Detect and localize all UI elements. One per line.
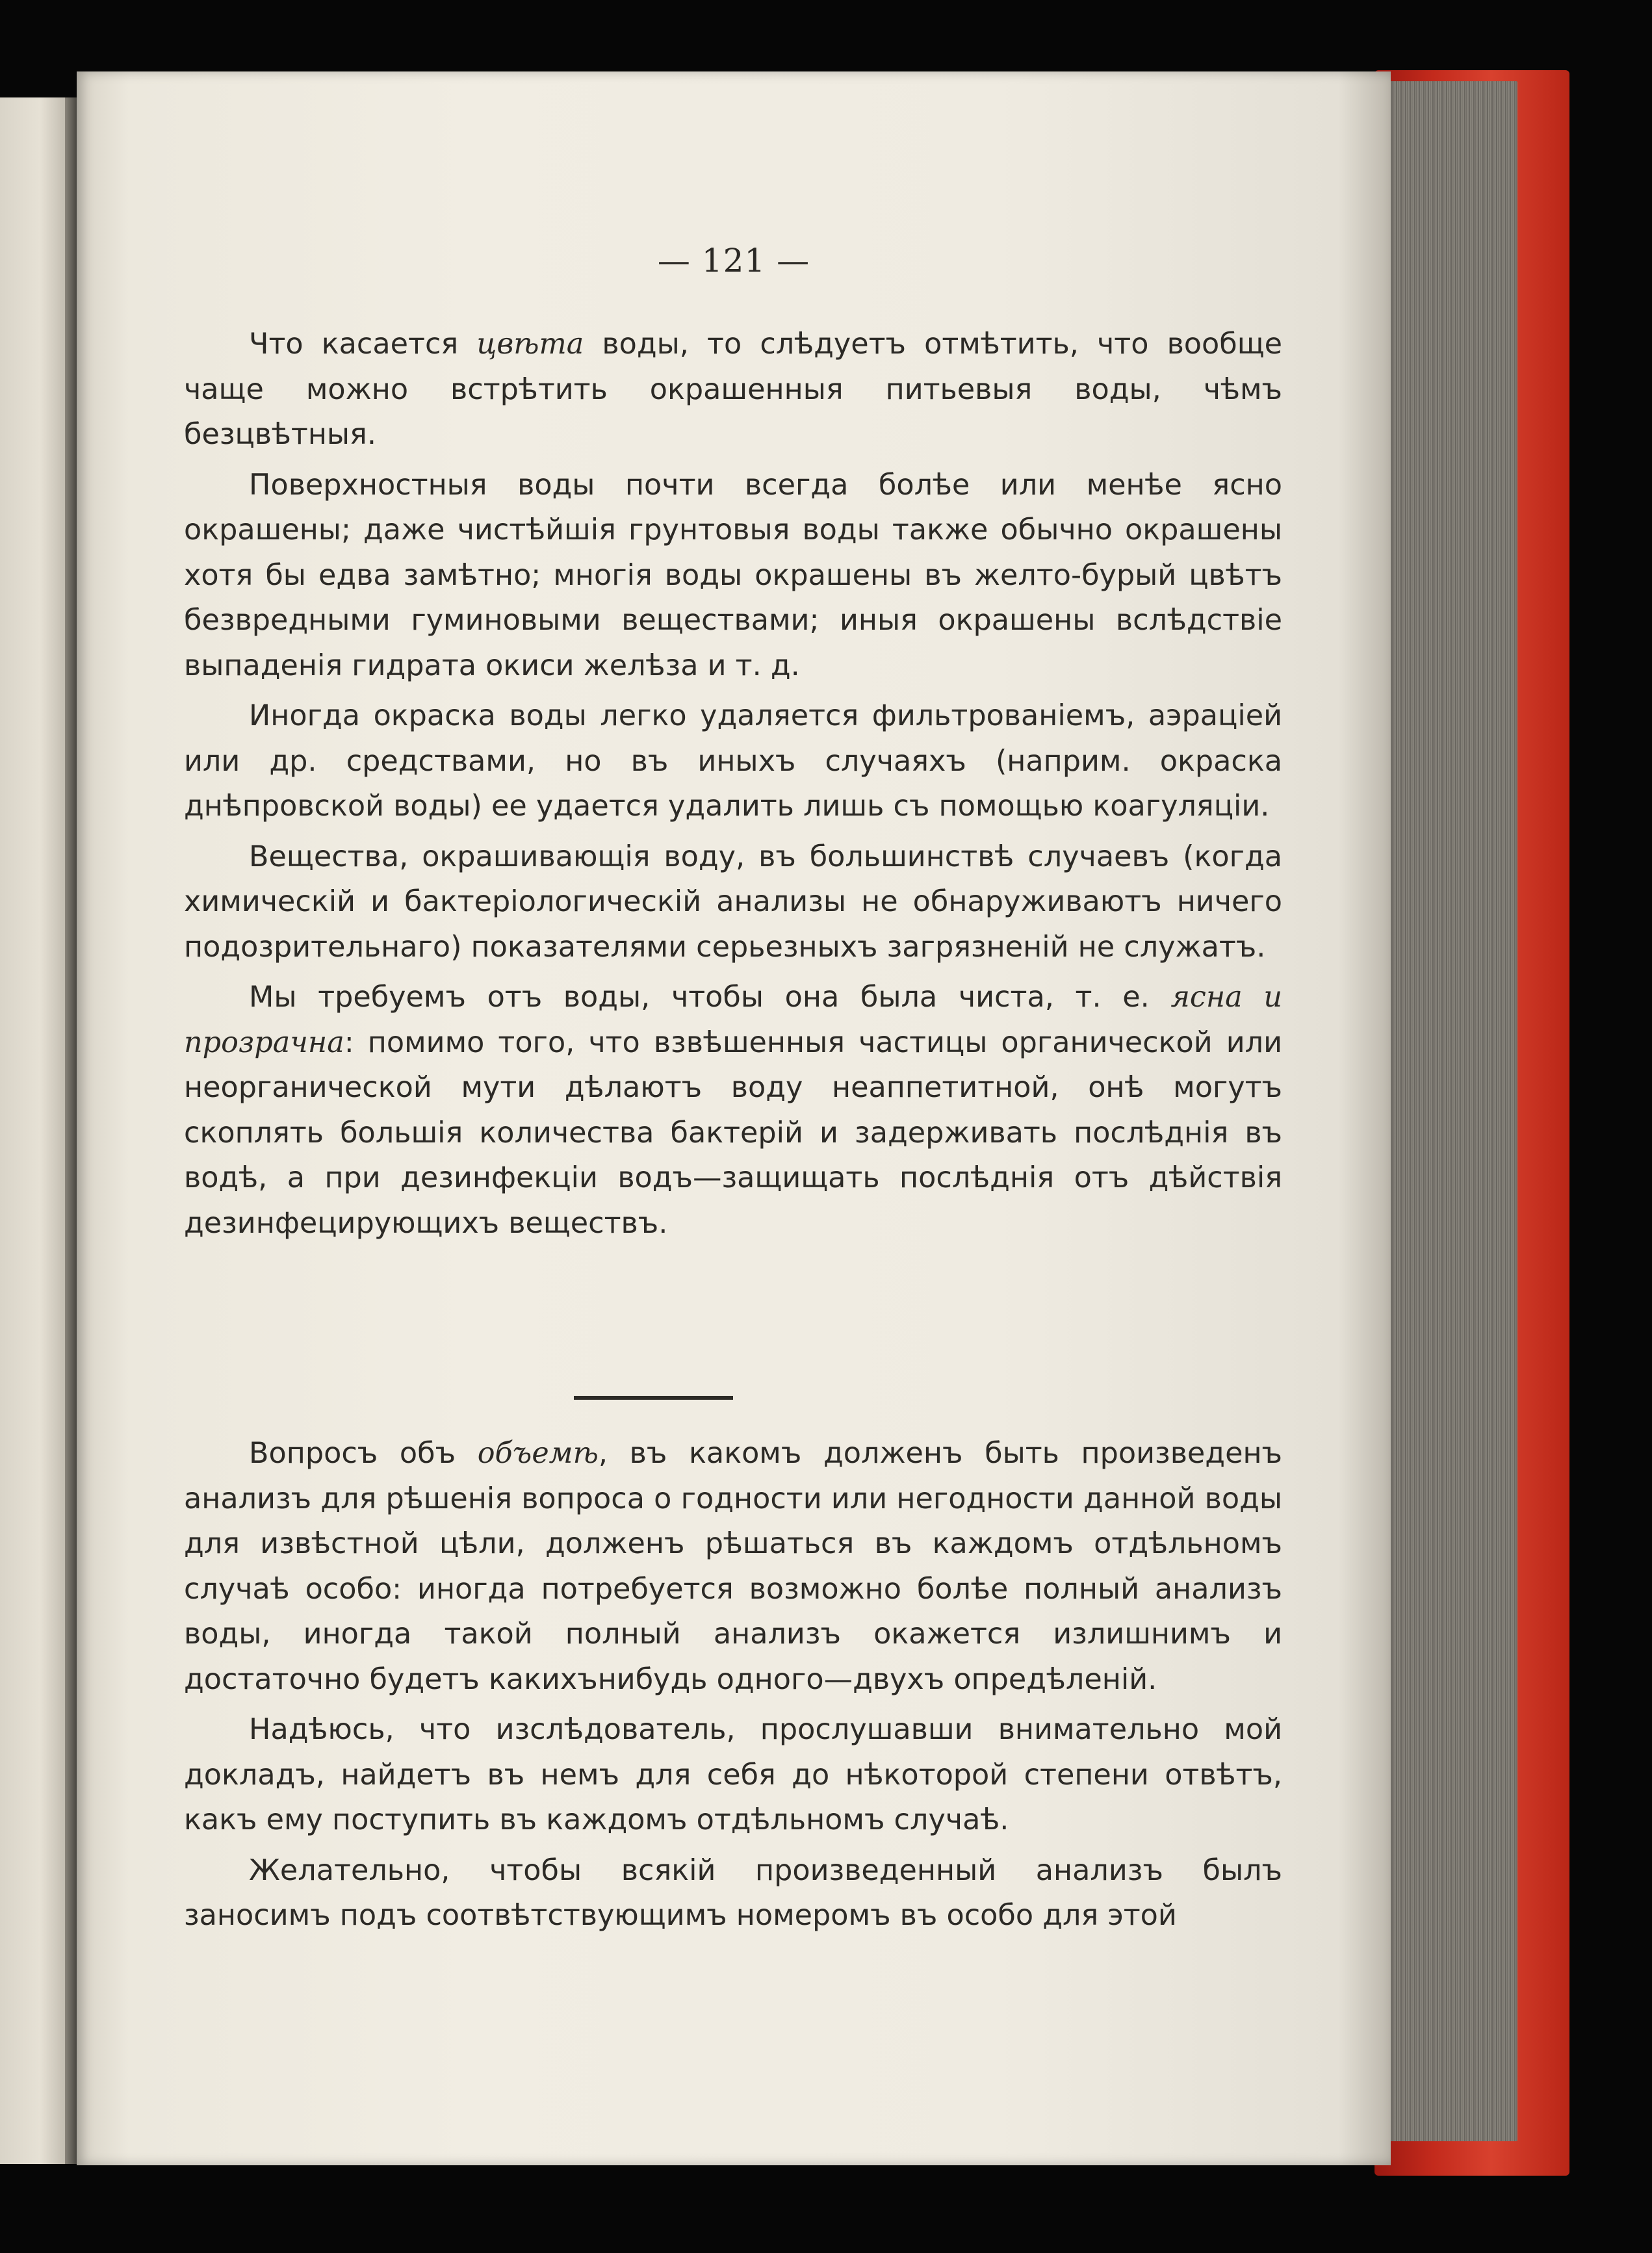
section-divider	[574, 1396, 733, 1400]
paragraph-colorants: Вещества, окрашивающія воду, въ большинствѣ случаевъ (когда химическій и бактеріологическій анализы не обнаруживаютъ ничего подозрительнаго) показателями серьезныхъ загрязненій не служатъ.	[184, 840, 1282, 964]
book-page	[77, 71, 1391, 2165]
adjacent-page	[0, 97, 73, 2164]
paragraph-surface-waters: Поверхностныя воды почти всегда болѣе или менѣе ясно окрашены; даже чистѣйшія грунтовыя воды также обычно окрашены хотя бы едва замѣтно; многія воды окрашены въ желто-бурый цвѣтъ безвредными гуминовыми веществами; иныя окрашены вслѣдствіе выпаденія гидрата окиси желѣза и т. д.	[184, 468, 1282, 682]
paragraph-scope: Вопросъ объ объемѣ, въ какомъ долженъ быть произведенъ анализъ для рѣшенія вопроса о годности или негодности данной воды для извѣстной цѣли, долженъ рѣшаться въ каждомъ отдѣльномъ случаѣ особо: иногда потребуется возможно болѣе полный анализъ воды, иногда такой полный анализъ окажется излишнимъ и достаточно будетъ какихънибудь одного—двухъ опредѣленій.	[184, 1437, 1282, 1696]
section-color-clarity	[184, 322, 1282, 1251]
paragraph-filtration: Иногда окраска воды легко удаляется фильтрованіемъ, аэраціей или др. средствами, но въ иныхъ случаяхъ (наприм. окраска днѣпровской воды) ее удается удалить лишь съ помощью коагуляціи.	[184, 699, 1282, 823]
paragraph-records: Желательно, чтобы всякій произведенный анализъ былъ заносимъ подъ соотвѣтствующимъ номеромъ въ особо для этой	[184, 1853, 1282, 1932]
paragraph-color: Что касается цвѣта воды, то слѣдуетъ отмѣтить, что вообще чаще можно встрѣтить окрашенныя питьевыя воды, чѣмъ безцвѣтныя.	[184, 328, 1282, 451]
page-number: — 121 —	[657, 242, 810, 279]
page-edges	[1384, 81, 1517, 2141]
section-analysis-scope	[184, 1431, 1282, 1944]
paragraph-researcher: Надѣюсь, что изслѣдователь, прослушавши внимательно мой докладъ, найдетъ въ немъ для себя до нѣкоторой степени отвѣтъ, какъ ему поступить въ каждомъ отдѣльномъ случаѣ.	[184, 1713, 1282, 1836]
paragraph-clarity: Мы требуемъ отъ воды, чтобы она была чиста, т. е. ясна и прозрачна: помимо того, что взвѣшенныя частицы органической или неорганической мути дѣлаютъ воду неаппетитной, онѣ могутъ скоплять большія количества бактерій и задерживать послѣднія въ водѣ, а при дезинфекціи водъ—защищать послѣднія отъ дѣйствія дезинфецирующихъ веществъ.	[184, 981, 1282, 1240]
